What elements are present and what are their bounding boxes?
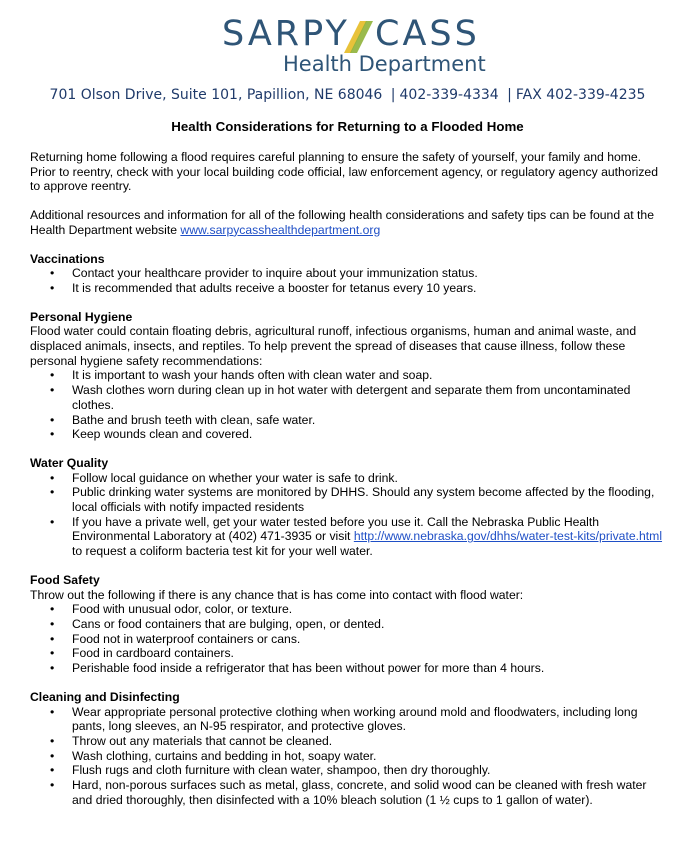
logo-slash-icon xyxy=(340,20,374,54)
section-heading-food: Food Safety xyxy=(30,572,100,587)
list-item: • It is important to wash your hands often with clean water and soap. xyxy=(30,368,670,383)
list-item: • Follow local guidance on whether your water is safe to drink. xyxy=(30,471,670,486)
address: 701 Olson Drive, Suite 101, Papillion, NE 68046 xyxy=(49,87,383,103)
section-heading-water: Water Quality xyxy=(30,455,109,470)
hygiene-intro: Flood water could contain floating debris, agricultural runoff, infectious organisms, human and animal waste, and displaced animals, insects, and reptiles. To help prevent the spread of diseases that cause illness, follow these personal hygiene safety recommendations: xyxy=(30,324,637,368)
list-item: • Food with unusual odor, color, or texture. xyxy=(30,602,670,617)
intro-paragraph: Returning home following a flood requires careful planning to ensure the safety of yourself, your family and home. Prior to reentry, check with your local building code official, law enforcement agency, or regulatory agency authorized to approve reentry. xyxy=(30,150,658,194)
logo-cass: CASS xyxy=(375,14,480,54)
list-item: • Contact your healthcare provider to inquire about your immunization status. xyxy=(30,266,670,281)
phone[interactable]: 402-339-4334 xyxy=(399,87,499,103)
list-item: • Bathe and brush teeth with clean, safe water. xyxy=(30,413,670,428)
logo-sarpy: SARPY xyxy=(222,14,350,54)
page-title: Health Considerations for Returning to a Flooded Home xyxy=(171,119,524,134)
fax: FAX 402-339-4235 xyxy=(515,87,646,103)
water-test-kit-link[interactable]: http://www.nebraska.gov/dhhs/water-test-kits/private.html xyxy=(353,529,663,544)
list-item: • Keep wounds clean and covered. xyxy=(30,427,670,442)
list-item: • Wear appropriate personal protective clothing when working around mold and floodwaters, including long pants, long sleeves, an N-95 respirator, and protective gloves. xyxy=(30,705,670,734)
section-heading-cleaning: Cleaning and Disinfecting xyxy=(30,689,180,704)
food-list xyxy=(30,602,670,676)
list-item: • Wash clothing, curtains and bedding in hot, soapy water. xyxy=(30,749,670,764)
letterhead xyxy=(0,0,695,112)
list-item: • Public drinking water systems are monitored by DHHS. Should any system become affected by the flooding, local officials with notify impacted residents xyxy=(30,485,670,514)
food-intro: Throw out the following if there is any chance that is has come into contact with flood water: xyxy=(30,587,524,602)
list-item: • Flush rugs and cloth furniture with clean water, shampoo, then dry thoroughly. xyxy=(30,763,670,778)
logo xyxy=(0,14,695,54)
list-item: • Perishable food inside a refrigerator that has been without power for more than 4 hours. xyxy=(30,661,670,676)
document-body xyxy=(30,150,670,807)
section-heading-vaccinations: Vaccinations xyxy=(30,251,105,266)
vaccinations-list xyxy=(30,266,670,295)
department-name: Health Department xyxy=(283,52,486,76)
cleaning-list xyxy=(30,705,670,808)
list-item: • It is recommended that adults receive a booster for tetanus every 10 years. xyxy=(30,281,670,296)
list-item: • Throw out any materials that cannot be cleaned. xyxy=(30,734,670,749)
list-item: • Food not in waterproof containers or cans. xyxy=(30,632,670,647)
section-heading-hygiene: Personal Hygiene xyxy=(30,309,133,324)
list-item: • If you have a private well, get your water tested before you use it. Call the Nebraska Public Health Environmental Laboratory at (402) 471-3935 or visit http://www.nebraska.gov/dhhs/water-test-kits/private.html to request a coliform bacteria test kit for your well water. xyxy=(30,515,670,559)
list-item: • Food in cardboard containers. xyxy=(30,646,670,661)
website-link[interactable]: www.sarpycasshealthdepartment.org xyxy=(180,222,381,237)
water-list xyxy=(30,471,670,559)
list-item: • Hard, non-porous surfaces such as metal, glass, concrete, and solid wood can be cleaned with fresh water and dried thoroughly, then disinfected with a 10% bleach solution (1 ½ cups to 1 gallon of water). xyxy=(30,778,670,807)
contact-line: 701 Olson Drive, Suite 101, Papillion, NE 68046 | 402-339-4334 | FAX 402-339-4235 xyxy=(49,87,646,103)
hygiene-list xyxy=(30,368,670,442)
list-item: • Cans or food containers that are bulging, open, or dented. xyxy=(30,617,670,632)
resources-paragraph: Additional resources and information for all of the following health considerations and safety tips can be found at the Health Department website www.sarpycasshealthdepartment.org xyxy=(30,208,654,237)
list-item: • Wash clothes worn during clean up in hot water with detergent and separate them from uncontaminated clothes. xyxy=(30,383,670,412)
